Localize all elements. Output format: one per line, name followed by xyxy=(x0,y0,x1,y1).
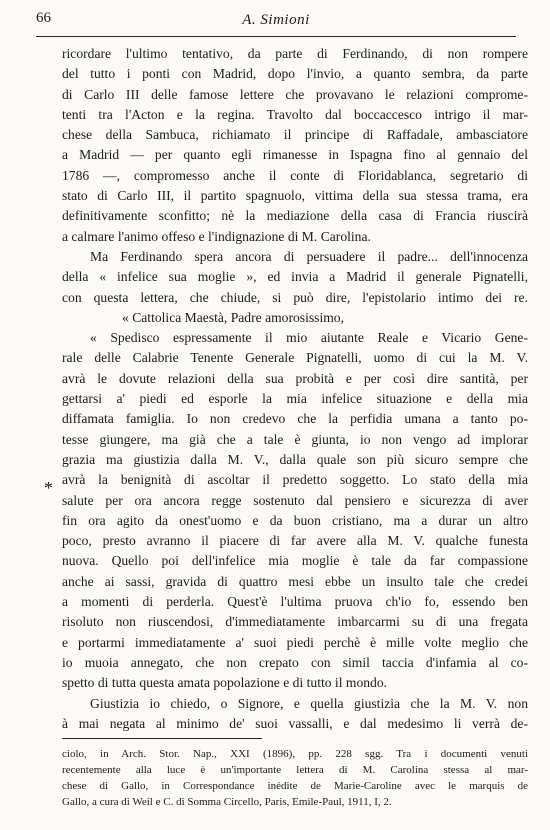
text-line: io muoia annegato, che non crepato con simil taccia d'infamia al co- xyxy=(62,654,528,670)
text-line: spetto di tutta questa amata popolazione e di tutto il mondo. xyxy=(62,675,388,691)
text-line: risoluto non riuscendosi, d'immediatamente imbarcarmi su di una fregata xyxy=(62,614,528,630)
text-line: à mai negata al minimo de' suoi vassalli, e dal medesimo li verrà de- xyxy=(62,715,528,731)
text-line: e portarmi immediatamente a' suoi piedi perchè è mille volte meglio che xyxy=(62,634,528,650)
text-line: ricordare l'ultimo tentativo, da parte di Ferdinando, di non rompere xyxy=(62,46,528,61)
text-line: diffamata famiglia. Io non credevo che la perfidia umana a tanto po- xyxy=(62,411,528,427)
text-line: del tutto i ponti con Madrid, dopo l'invio, a quanto sembra, da parte xyxy=(62,66,528,82)
running-head: A. Simioni xyxy=(242,12,310,28)
text-line: poco, presto avranno il piacere di far avere alla M. V. qualche funesta xyxy=(62,533,528,549)
text-line: definitivamente sconfitto; nè la mediazione della casa di Francia riuscirà xyxy=(62,208,528,224)
text-line: avrà le dovute relazioni della sua probità e per così dire santità, per xyxy=(62,370,528,386)
text-line: nuova. Quello poi dell'infelice mia moglie è tale da far compassione xyxy=(62,553,528,569)
page-number: 66 xyxy=(36,10,51,26)
footnote-rule xyxy=(62,738,262,739)
text-line: tenti tra l'Acton e la regina. Travolto dal boccaccesco intrigo il mar- xyxy=(62,106,528,122)
text-line: a momenti di perderla. Quest'è l'ultima pruova ch'io fo, essendo ben xyxy=(62,594,528,610)
margin-mark: * xyxy=(44,478,53,498)
text-line: 1786 —, compromesso anche il conte di Floridablanca, segretario di xyxy=(62,167,528,183)
text-line: rale delle Calabrie Tenente Generale Pignatelli, uomo di cui la M. V. xyxy=(62,350,528,366)
text-line: « Spedisco espressamente il mio aiutante Reale e Vicario Gene- xyxy=(90,330,528,346)
text-line: a Madrid — per quanto egli rimanesse in Ispagna fino al gennaio del xyxy=(62,147,528,163)
text-line: salute per ora ancora regge sostenuto dal pensiero e sicurezza di aver xyxy=(62,492,528,508)
text-line: Ma Ferdinando spera ancora di persuadere il padre... dell'innocenza xyxy=(90,248,528,264)
body-text xyxy=(62,44,528,734)
text-line: anche ai sassi, gravida di quattro mesi ebbe un insulto tale che credei xyxy=(62,573,528,589)
text-line: con questa lettera, che chiude, si può dire, l'epistolario intimo dei re. xyxy=(62,289,528,305)
text-line: grazia ma giustizia dalla M. V., dalla quale son più sicuro sempre che xyxy=(62,451,528,467)
footnote-line: ciolo, in Arch. Stor. Nap., XXI (1896), pp. 228 sgg. Tra i documenti venuti xyxy=(62,748,528,760)
text-line: di Carlo III delle famose lettere che provavano le relazioni comprome- xyxy=(62,86,528,102)
text-line: della « infelice sua moglie », ed invia a Madrid il generale Pignatelli, xyxy=(62,269,528,285)
letter-salutation: « Cattolica Maestà, Padre amorosissimo, xyxy=(122,309,344,325)
text-line: avrà la benignità di ascoltar il predetto soggetto. Lo stato della mia xyxy=(62,472,528,488)
text-line: Giustizia io chiedo, o Signore, e quella giustizia che la M. V. non xyxy=(90,695,528,711)
text-line: tesse giungere, ma già che a tale è giunta, io non vengo ad implorar xyxy=(62,431,528,447)
page-header xyxy=(36,6,516,37)
footnote xyxy=(62,746,528,810)
text-line: stato di Carlo III, il partito spagnuolo, vittima della sua stessa trama, era xyxy=(62,188,528,204)
footnote-line: recentemente alla luce è un'importante lettera di M. Carolina stessa al mar- xyxy=(62,764,528,776)
footnote-line: chese di Gallo, in Correspondance inédite de Marie-Caroline avec le marquis de xyxy=(62,780,528,792)
text-line: a calmare l'animo offeso e l'indignazione di M. Carolina. xyxy=(62,228,371,244)
text-line: chese della Sambuca, richiamato il principe di Raffadale, ambasciatore xyxy=(62,127,528,143)
text-line: gettarsi a' piedi ed esporle la mia infelice situazione e della mia xyxy=(62,391,528,407)
footnote-line: Gallo, a cura di Weil e C. di Somma Circello, Paris, Emile-Paul, 1911, I, 2. xyxy=(62,796,392,808)
text-line: fin ora agito da onest'uomo e da buon cristiano, ma a durar un altro xyxy=(62,512,528,528)
